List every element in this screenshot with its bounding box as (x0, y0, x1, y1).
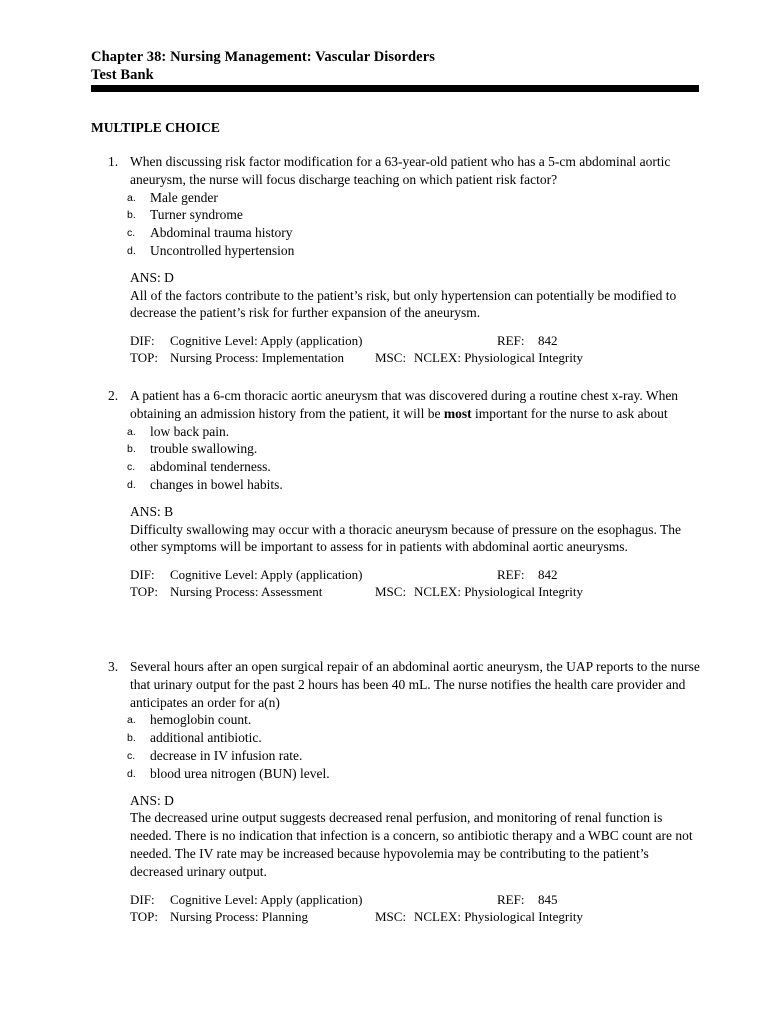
option-c (127, 458, 703, 476)
option-text: Male gender (150, 189, 218, 205)
section-title: MULTIPLE CHOICE (91, 120, 220, 135)
option-d (127, 476, 703, 494)
rationale: Difficulty swallowing may occur with a thoracic aneurysm because of pressure on the esophagus. The other symptoms will be important to assess for in patients with abdominal aortic aneurysms. (130, 521, 681, 555)
option-text: blood urea nitrogen (BUN) level. (150, 765, 330, 781)
msc-value: NCLEX: Physiological Integrity (414, 584, 583, 600)
dif-value: Cognitive Level: Apply (application) (170, 333, 363, 349)
question-metadata (130, 891, 703, 927)
answer-options (127, 189, 703, 260)
document-header (91, 49, 701, 84)
option-letter: c. (127, 227, 136, 240)
ref-value: 845 (538, 891, 558, 907)
answer-options (127, 711, 703, 782)
option-a (127, 711, 703, 729)
question-stem: Several hours after an open surgical repair of an abdominal aortic aneurysm, the UAP reports to the nurse that urinary output for the past 2 hours has been 40 mL. The nurse notifies the health care provider and anticipates an order for a(n) (130, 659, 700, 710)
question-number: 2. (108, 388, 119, 403)
option-letter: a. (127, 714, 136, 727)
ref-value: 842 (538, 567, 558, 583)
option-letter: d. (127, 244, 136, 257)
question-3 (108, 658, 703, 927)
dif-value: Cognitive Level: Apply (application) (170, 891, 363, 907)
question-number: 1. (108, 154, 119, 169)
rationale: The decreased urine output suggests decreased renal perfusion, and monitoring of renal function is needed. There is no indication that infection is a concern, so antibiotic therapy and a WBC count are not needed. The IV rate may be increased because hypovolemia may be contributing to the patient’s decreased urinary output. (130, 810, 693, 879)
option-letter: c. (127, 461, 136, 474)
ref-label: REF: (497, 567, 525, 583)
option-b (127, 440, 703, 458)
option-a (127, 189, 703, 207)
msc-value: NCLEX: Physiological Integrity (414, 908, 583, 924)
stem-text-after: important for the nurse to ask about (471, 405, 668, 421)
top-label: TOP: (130, 584, 158, 600)
stem-text-before: A patient has a 6-cm thoracic aortic aneurysm that was discovered during a routine chest x-ray. When obtaining an admission history from the patient, it will be (130, 388, 679, 421)
option-text: abdominal tenderness. (150, 459, 271, 475)
option-letter: b. (127, 732, 136, 745)
dif-label: DIF: (130, 567, 155, 583)
option-c (127, 224, 703, 242)
rationale: All of the factors contribute to the patient’s risk, but only hypertension can potentially be modified to decrease the patient’s risk for further expansion of the aneurysm. (130, 287, 677, 321)
dif-label: DIF: (130, 333, 155, 349)
option-text: low back pain. (150, 423, 230, 439)
top-value: Nursing Process: Planning (170, 908, 308, 924)
top-label: TOP: (130, 908, 158, 924)
option-b (127, 729, 703, 747)
msc-label: MSC: (375, 350, 407, 366)
option-text: Uncontrolled hypertension (150, 242, 295, 258)
dif-label: DIF: (130, 891, 155, 907)
ref-label: REF: (497, 891, 525, 907)
option-d (127, 242, 703, 260)
question-metadata (130, 566, 703, 602)
question-metadata (130, 332, 703, 368)
question-2 (108, 387, 703, 602)
question-stem (130, 387, 703, 423)
option-text: trouble swallowing. (150, 441, 258, 457)
option-a (127, 423, 703, 441)
msc-label: MSC: (375, 908, 407, 924)
option-letter: a. (127, 191, 136, 204)
option-letter: c. (127, 749, 136, 762)
answer-options (127, 423, 703, 494)
option-text: Abdominal trauma history (150, 225, 293, 241)
option-text: changes in bowel habits. (150, 476, 283, 492)
answer-key: ANS: D (130, 269, 174, 285)
header-rule (91, 85, 699, 92)
answer-key: ANS: D (130, 792, 174, 808)
option-b (127, 206, 703, 224)
option-letter: a. (127, 425, 136, 438)
top-label: TOP: (130, 350, 158, 366)
option-letter: b. (127, 443, 136, 456)
option-text: hemoglobin count. (150, 712, 252, 728)
question-1 (108, 153, 703, 368)
msc-value: NCLEX: Physiological Integrity (414, 350, 583, 366)
document-subtitle: Test Bank (91, 66, 154, 83)
msc-label: MSC: (375, 584, 407, 600)
top-value: Nursing Process: Implementation (170, 350, 345, 366)
option-text: additional antibiotic. (150, 730, 262, 746)
answer-key: ANS: B (130, 503, 174, 519)
ref-value: 842 (538, 333, 558, 349)
dif-value: Cognitive Level: Apply (application) (170, 567, 363, 583)
option-text: decrease in IV infusion rate. (150, 747, 303, 763)
option-letter: d. (127, 767, 136, 780)
chapter-title: Chapter 38: Nursing Management: Vascular Disorders (91, 49, 436, 65)
option-text: Turner syndrome (150, 207, 243, 223)
question-stem: When discussing risk factor modification for a 63-year-old patient who has a 5-cm abdominal aortic aneurysm, the nurse will focus discharge teaching on which patient risk factor? (130, 154, 671, 187)
option-letter: b. (127, 209, 136, 222)
option-c (127, 747, 703, 765)
option-letter: d. (127, 478, 136, 491)
ref-label: REF: (497, 333, 525, 349)
stem-emphasis: most (443, 405, 472, 421)
top-value: Nursing Process: Assessment (170, 584, 323, 600)
question-number: 3. (108, 659, 119, 674)
option-d (127, 765, 703, 783)
